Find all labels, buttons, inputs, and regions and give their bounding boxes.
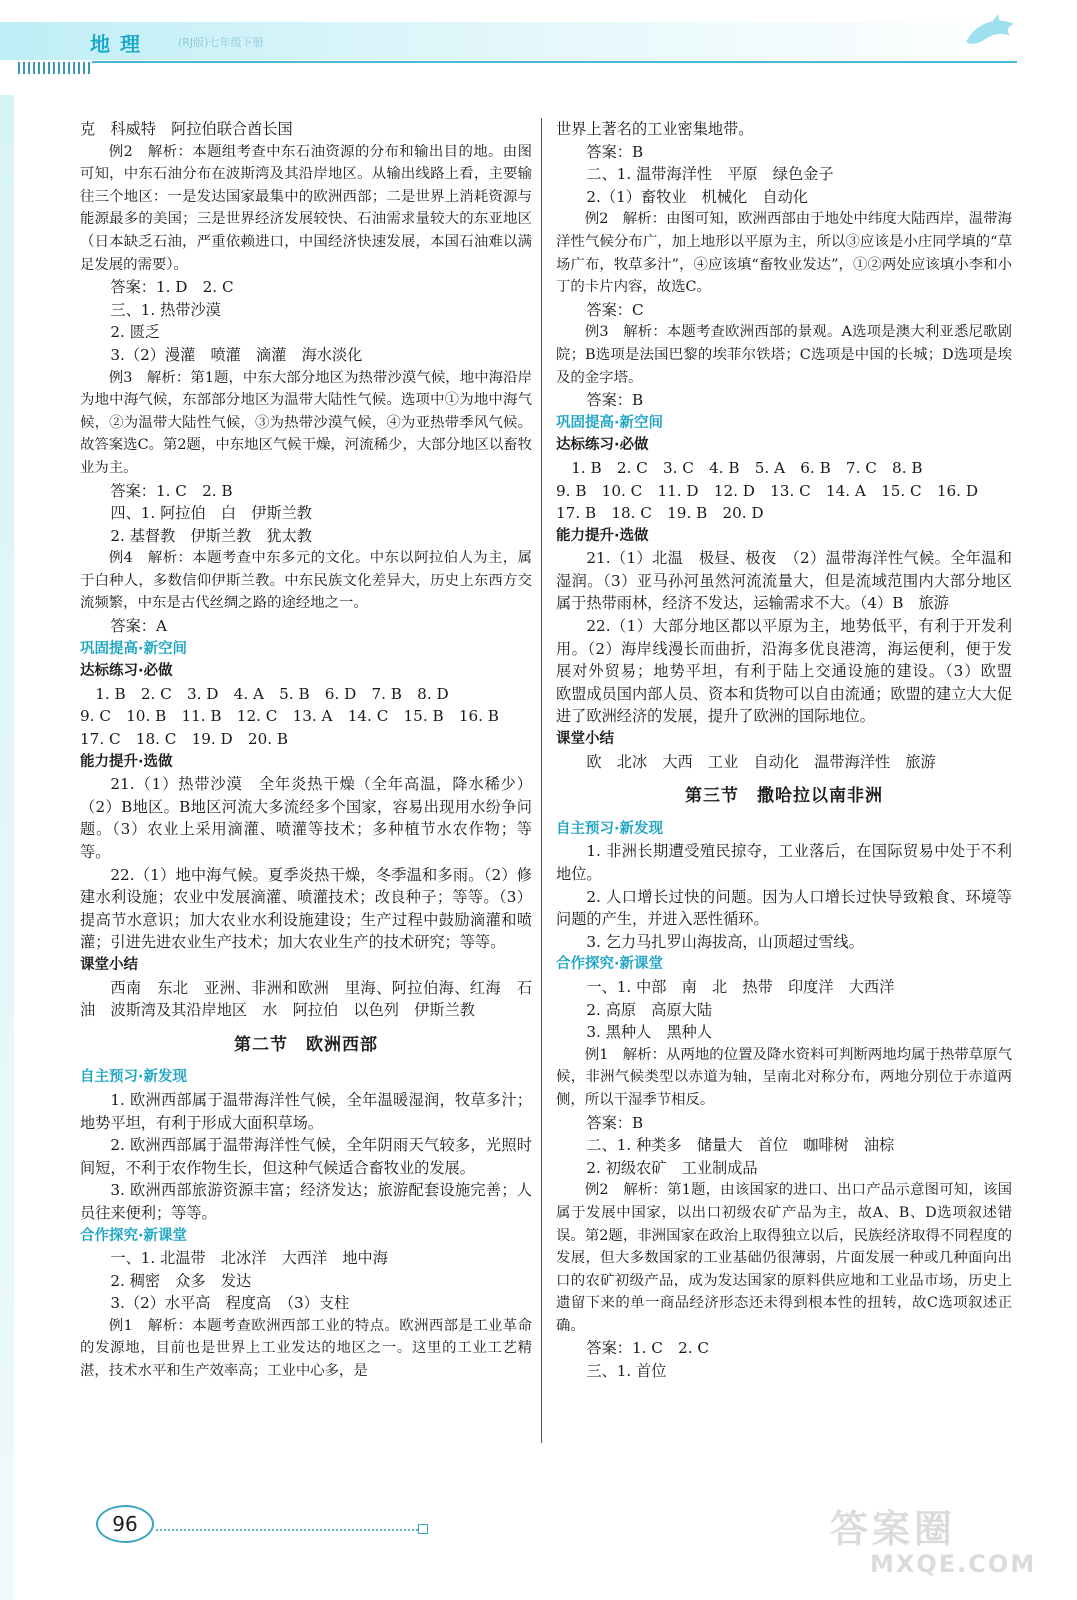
text-paragraph: 二、1. 种类多 储量大 首位 咖啡树 油棕 bbox=[586, 1136, 895, 1155]
text-paragraph: 3.（2）漫灌 喷灌 滴灌 海水淡化 bbox=[110, 345, 363, 364]
text-paragraph: 1. 欧洲西部属于温带海洋性气候，全年温暖湿润，牧草多汁；地势平坦，有利于形成大面积草场。 bbox=[80, 1090, 532, 1132]
section-title: 第二节 欧洲西部 bbox=[234, 1034, 378, 1055]
text-paragraph: 答案：1. C 2. B bbox=[110, 481, 233, 500]
text-line: 17. B 18. C 19. B 20. D bbox=[556, 504, 764, 523]
section-label: 合作探究·新课堂 bbox=[556, 956, 664, 973]
text-paragraph: 1. 非洲长期遭受殖民掠夺，工业落后，在国际贸易中处于不利地位。 bbox=[556, 842, 1012, 883]
example-paragraph: 例3 解析：本题考查欧洲西部的景观。A选项是澳大利亚悉尼歌剧院；B选项是法国巴黎的埃菲尔铁塔；C选项是中国的长城；D选项是埃及的金字塔。 bbox=[556, 324, 1012, 386]
text-line: 9. C 10. B 11. B 12. C 13. A 14. C 15. B 16. B bbox=[80, 707, 499, 726]
subsection-heading: 课堂小结 bbox=[80, 956, 138, 973]
left-column bbox=[80, 118, 532, 1383]
left-margin-band bbox=[0, 95, 14, 1600]
header-subtitle: (RJ版)七年级下册 bbox=[178, 36, 264, 49]
text-paragraph: 答案：A bbox=[110, 617, 167, 636]
example-paragraph: 例2 解析：第1题，由该国家的进口、出口产品示意图可知，该国属于发展中国家，以出口初级农矿产品为主，故A、B、D选项叙述错误。第2题，非洲国家在政治上取得独立以后，民族经济取得不同程度的发展，但大多数国家的工业基础仍很薄弱，片面发展一种或几种面向出口的农矿初级产品，成为发达国家的原料供应地和工业品市场，历史上遗留下来的单一商品经济形态还未得到根本性的扭转，故C选项叙述正确。 bbox=[556, 1182, 1012, 1334]
text-paragraph: 三、1. 首位 bbox=[586, 1362, 667, 1381]
footer-square-marker bbox=[418, 1524, 428, 1534]
text-line: 1. B 2. C 3. D 4. A 5. B 6. D 7. B 8. D bbox=[80, 684, 449, 703]
section-label: 巩固提高·新空间 bbox=[556, 414, 664, 431]
text-paragraph: 2.（1）畜牧业 机械化 自动化 bbox=[586, 187, 808, 206]
page-footer bbox=[96, 1505, 436, 1545]
header-band bbox=[0, 22, 1020, 60]
text-paragraph: 一、1. 中部 南 北 热带 印度洋 大西洋 bbox=[586, 977, 895, 996]
footer-dotted-line bbox=[156, 1529, 418, 1531]
header-tick-marks bbox=[18, 62, 90, 74]
text-paragraph: 四、1. 阿拉伯 白 伊斯兰教 bbox=[110, 504, 312, 523]
text-paragraph: 2. 稠密 众多 发达 bbox=[110, 1271, 252, 1290]
example-paragraph: 例2 解析：本题组考查中东石油资源的分布和输出目的地。由图可知，中东石油分布在波斯湾及其沿岸地区。从输出线路上看，主要输往三个地区：一是发达国家最集中的欧洲西部；二是世界上消耗资源与能源最多的美国；三是世界经济发展较快、石油需求量较大的东亚地区（日本缺乏石油，严重依赖进口，中国经济快速发展，本国石油难以满足发展的需要）。 bbox=[80, 143, 532, 273]
text-paragraph: 2. 基督教 伊斯兰教 犹太教 bbox=[110, 526, 312, 545]
text-line: 克 科威特 阿拉伯联合酋长国 bbox=[80, 120, 293, 138]
text-paragraph: 21.（1）热带沙漠 全年炎热干燥（全年高温，降水稀少）（2）B地区。B地区河流大多流经多个国家，容易出现用水纷争问题。（3）农业上采用滴灌、喷灌等技术；多种植节水农作物；等等。 bbox=[80, 775, 532, 861]
text-paragraph: 2. 欧洲西部属于温带海洋性气候，全年阴雨天气较多，光照时间短，不利于农作物生长，但这种气候适合畜牧业的发展。 bbox=[80, 1136, 532, 1177]
text-paragraph: 2. 高原 高原大陆 bbox=[586, 1000, 713, 1019]
watermark-text-cn: 答案圈 bbox=[830, 1507, 957, 1551]
text-paragraph: 答案：C bbox=[586, 300, 644, 319]
subsection-heading: 达标练习·必做 bbox=[80, 663, 173, 680]
text-paragraph: 答案：1. C 2. C bbox=[586, 1339, 710, 1358]
text-line: 17. C 18. C 19. D 20. B bbox=[80, 730, 289, 749]
subsection-heading: 课堂小结 bbox=[556, 731, 614, 748]
text-paragraph: 2. 初级农矿 工业制成品 bbox=[586, 1158, 758, 1177]
text-paragraph: 3.（2）水平高 程度高 （3）支柱 bbox=[110, 1294, 350, 1313]
text-line: 1. B 2. C 3. C 4. B 5. A 6. B 7. C 8. B bbox=[556, 458, 923, 477]
text-paragraph: 3. 乞力马扎罗山海拔高，山顶超过雪线。 bbox=[586, 932, 864, 951]
section-label: 巩固提高·新空间 bbox=[80, 640, 188, 657]
section-title: 第三节 撒哈拉以南非洲 bbox=[685, 786, 883, 807]
text-paragraph: 二、1. 温带海洋性 平原 绿色金子 bbox=[586, 165, 834, 184]
text-paragraph: 三、1. 热带沙漠 bbox=[110, 300, 221, 319]
right-column bbox=[556, 118, 1028, 1383]
watermark-logo bbox=[830, 1498, 1035, 1588]
watermark-text-en: MXQE.COM bbox=[870, 1550, 1037, 1578]
page-number: 96 bbox=[96, 1505, 154, 1543]
header-rule bbox=[92, 61, 1017, 63]
text-line: 世界上著名的工业密集地带。 bbox=[556, 120, 754, 138]
column-divider bbox=[541, 118, 542, 1443]
text-paragraph: 西南 东北 亚洲、非洲和欧洲 里海、阿拉伯海、红海 石油 波斯湾及其沿岸地区 水 阿拉伯 以色列 伊斯兰教 bbox=[80, 978, 532, 1020]
subject-title: 地理 bbox=[90, 32, 150, 56]
example-paragraph: 例3 解析：第1题，中东大部分地区为热带沙漠气候，地中海沿岸为地中海气候，东部部分地区为温带大陆性气候。选项中①为地中海气候，②为温带大陆性气候，③为热带沙漠气候，④为亚热带季风气候。故答案选C。第2题，中东地区气候干燥，河流稀少，大部分地区以畜牧业为主。 bbox=[80, 369, 532, 476]
text-paragraph: 22.（1）地中海气候。夏季炎热干燥，冬季温和多雨。（2）修建水利设施；农业中发展滴灌、喷灌技术；改良种子；等等。（3）提高节水意识；加大农业水利设施建设；生产过程中鼓励滴灌和喷灌；引进先进农业生产技术；加大农业生产的技术研究；等等。 bbox=[80, 865, 532, 952]
text-paragraph: 欧 北冰 大西 工业 自动化 温带海洋性 旅游 bbox=[586, 752, 936, 771]
text-paragraph: 21.（1）北温 极昼、极夜 （2）温带海洋性气候。全年温和湿润。（3）亚马孙河虽然河流流量大，但是流域范围内大部分地区属于热带雨林，经济不发达，运输需求不大。（4）B 旅游 bbox=[556, 549, 1012, 613]
text-paragraph: 3. 黑种人 黑种人 bbox=[586, 1023, 713, 1042]
text-paragraph: 一、1. 北温带 北冰洋 大西洋 地中海 bbox=[110, 1249, 388, 1268]
subsection-heading: 达标练习·必做 bbox=[556, 437, 649, 454]
text-paragraph: 22.（1）大部分地区都以平原为主，地势低平，有利于开发利用。（2）海岸线漫长而曲折，沿海多优良港湾，海运便利，便于发展对外贸易；地势平坦，有利于陆上交通设施的建设。（3）欧盟 欧盟成员国内部人员、资本和货物可以自由流通；欧盟的建立大大促进了欧洲经济的发展，提升了欧洲的国际地位。 bbox=[556, 617, 1028, 726]
dolphin-icon bbox=[962, 12, 1020, 52]
text-paragraph: 2. 匮乏 bbox=[110, 323, 161, 342]
text-paragraph: 答案：B bbox=[586, 142, 644, 161]
page-header bbox=[0, 0, 1077, 95]
example-paragraph: 例1 解析：本题考查欧洲西部工业的特点。欧洲西部是工业革命的发源地，目前也是世界上工业发达的地区之一。这里的工业工艺精湛，技术水平和生产效率高；工业中心多，是 bbox=[80, 1317, 532, 1380]
example-paragraph: 例2 解析：由图可知，欧洲西部由于地处中纬度大陆西岸，温带海洋性气候分布广，加上地形以平原为主，所以③应该是小庄同学填的“草场广布，牧草多汁”，④应该填“畜牧业发达”，①②两处应该填小李和小丁的卡片内容，故选C。 bbox=[556, 211, 1012, 296]
example-paragraph: 例4 解析：本题考查中东多元的文化。中东以阿拉伯人为主，属于白种人，多数信仰伊斯兰教。中东民族文化差异大，历史上东西方交流频繁，中东是古代丝绸之路的途经地之一。 bbox=[80, 550, 532, 612]
text-paragraph: 3. 欧洲西部旅游资源丰富；经济发达；旅游配套设施完善；人员往来便利；等等。 bbox=[80, 1181, 532, 1222]
text-paragraph: 答案：1. D 2. C bbox=[110, 278, 234, 297]
example-paragraph: 例1 解析：从两地的位置及降水资料可判断两地均属于热带草原气候，非洲气候类型以赤道为轴，呈南北对称分布，两地分别位于赤道两侧，所以干湿季节相反。 bbox=[556, 1046, 1012, 1108]
text-paragraph: 2. 人口增长过快的问题。因为人口增长过快导致粮食、环境等问题的产生，并进入恶性循环。 bbox=[556, 887, 1012, 929]
text-line: 9. B 10. C 11. D 12. D 13. C 14. A 15. C 16. D bbox=[556, 481, 979, 500]
text-paragraph: 答案：B bbox=[586, 391, 644, 410]
subsection-heading: 能力提升·选做 bbox=[80, 753, 173, 770]
section-label: 自主预习·新发现 bbox=[80, 1069, 188, 1086]
section-label: 自主预习·新发现 bbox=[556, 820, 664, 837]
text-paragraph: 答案：B bbox=[586, 1113, 644, 1132]
section-label: 合作探究·新课堂 bbox=[80, 1227, 188, 1244]
subsection-heading: 能力提升·选做 bbox=[556, 527, 649, 544]
